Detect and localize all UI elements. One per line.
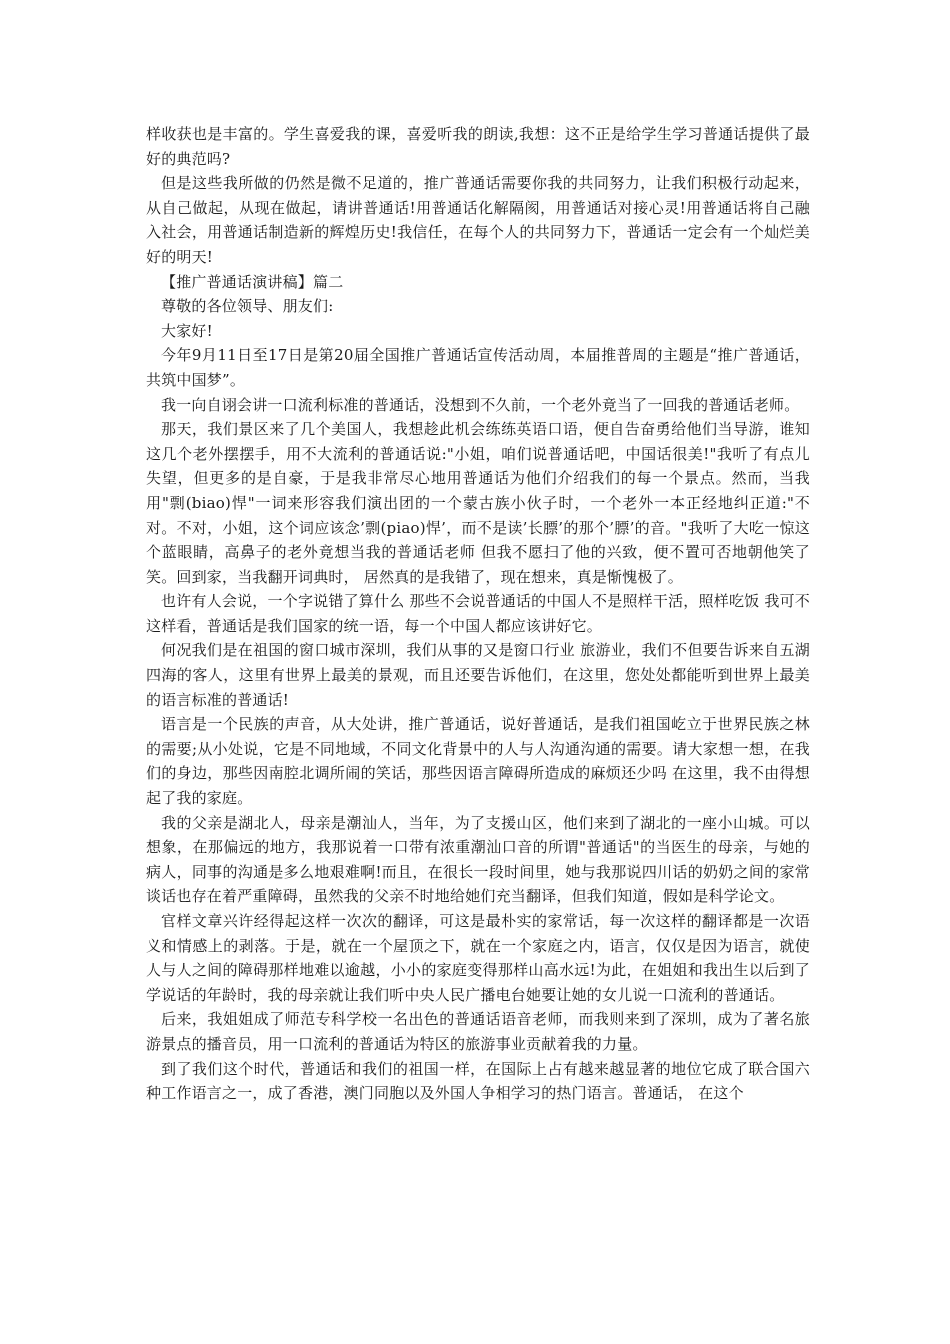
section-heading: 【推广普通话演讲稿】篇二 <box>161 272 344 291</box>
document-page <box>146 122 810 1106</box>
paragraph-intro-story: 我一向自诩会讲一口流利标准的普通话，没想到不久前，一个老外竟当了一回我的普通话老师。 <box>161 395 800 414</box>
paragraph-language-nation: 语言是一个民族的声音，从大处讲，推广普通话，说好普通话，是我们祖国屹立于世界民族之林的需要;从小处说，它是不同地域，不同文化背景中的人与人沟通沟通的需要。请大家想一想，在我们的身边，那些因南腔北调所闹的笑话，那些因语言障碍所造成的麻烦还少吗 在这里，我不由得想起了我的家庭。 <box>146 715 810 808</box>
paragraph-theme: 今年9月11日至17日是第20届全国推广普通话宣传活动周，本届推普周的主题是“推广普通话，共筑中国梦”。 <box>146 346 810 389</box>
paragraph-family: 我的父亲是湖北人，母亲是潮汕人，当年，为了支援山区，他们来到了湖北的一座小山城。可以想象，在那偏远的地方，我那说着一口带有浓重潮汕口音的所谓"普通话"的当医生的母亲，与她的病人，同事的沟通是多么地艰难啊!而且，在很长一段时间里，她与我那说四川话的奶奶之间的家常谈话也存在着严重障碍，虽然我的父亲不时地给她们充当翻译，但我们知道，假如是科学论文。 <box>146 813 810 906</box>
paragraph-era: 到了我们这个时代，普通话和我们的祖国一样，在国际上占有越来越显著的地位它成了联合国六种工作语言之一，成了香港，澳门同胞以及外国人争相学习的热门语言。普通话， 在这个 <box>146 1059 810 1103</box>
paragraph-foreigner-story: 那天，我们景区来了几个美国人，我想趁此机会练练英语口语，便自告奋勇给他们当导游，谁知这几个老外摆摆手，用不大流利的普通话说:"小姐，咱们说普通话吧，中国话很美!"我听了有点儿失望，但更多的是自豪，于是我非常尽心地用普通话为他们介绍我们的每一个景点。然而，当我用"剽(biao)悍"一词来形容我们演出团的一个蒙古族小伙子时，一个老外一本正经地纠正道:"不对。不对，小姐，这个词应该念’剽(piao)悍’，而不是读’长膘’的那个’膘’的音。"我听了大吃一惊这个蓝眼睛，高鼻子的老外竟想当我的普通话老师 但我不愿扫了他的兴致，便不置可否地朝他笑了笑。回到家，当我翻开词典时， 居然真的是我错了，现在想来，真是惭愧极了。 <box>146 420 810 586</box>
paragraph-call-to-action: 但是这些我所做的仍然是微不足道的，推广普通话需要你我的共同努力，让我们积极行动起来，从自己做起，从现在做起，请讲普通话!用普通话化解隔阂，用普通话对接心灵!用普通话将自己融入社会，用普通话制造新的辉煌历史!我信任，在每个人的共同努力下，普通话一定会有一个灿烂美好的明天! <box>146 174 810 266</box>
paragraph-later: 后来，我姐姐成了师范专科学校一名出色的普通话语音老师，而我则来到了深圳，成为了著名旅游景点的播音员，用一口流利的普通话为特区的旅游事业贡献着我的力量。 <box>146 1010 810 1053</box>
paragraph-translation: 官样文章兴许经得起这样一次次的翻译，可这是最朴实的家常话，每一次这样的翻译都是一次语义和情感上的剥落。于是，就在一个屋顶之下，就在一个家庭之内，语言，仅仅是因为语言，就使人与人之间的障碍那样地难以逾越，小小的家庭变得那样山高水远!为此，在姐姐和我出生以后到了学说话的年龄时，我的母亲就让我们听中央人民广播电台她要让她的女儿说一口流利的普通话。 <box>146 912 810 1004</box>
paragraph-shenzhen: 何况我们是在祖国的窗口城市深圳，我们从事的又是窗口行业 旅游业，我们不但要告诉来自五湖四海的客人，这里有世界上最美的景观，而且还要告诉他们，在这里，您处处都能听到世界上最美的语言标准的普通话! <box>146 641 810 709</box>
greeting: 大家好! <box>161 321 213 340</box>
paragraph-continuation: 样收获也是丰富的。学生喜爱我的课，喜爱听我的朗读,我想：这不正是给学生学习普通话提供了最好的典范吗? <box>146 125 810 168</box>
paragraph-opinion: 也许有人会说，一个字说错了算什么 那些不会说普通话的中国人不是照样干活，照样吃饭 我可不这样看，普通话是我们国家的统一语，每一个中国人都应该讲好它。 <box>146 592 810 635</box>
salutation: 尊敬的各位领导、朋友们: <box>161 297 334 316</box>
